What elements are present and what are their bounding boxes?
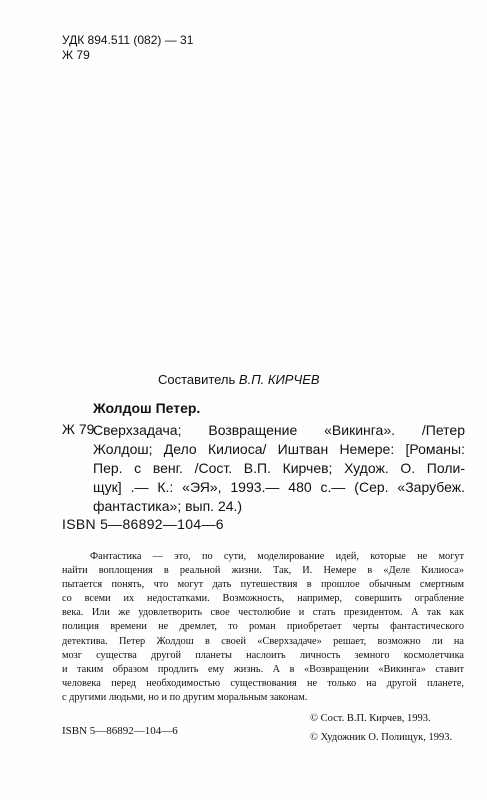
copyright-artist: © Художник О. Полищук, 1993. <box>310 732 453 743</box>
copyright-compiler: © Сост. В.П. Кирчев, 1993. <box>310 713 431 724</box>
author-heading: Жолдош Петер. <box>93 400 201 416</box>
compiler-label: Составитель <box>158 372 236 387</box>
udk-block <box>62 33 193 63</box>
annotation-line: и таким образом продлить ему жизнь. А в «Возвращении «Викинга» ставит <box>62 663 464 675</box>
annotation-line: найти воплощения в реальной жизни. Так, И. Немере в «Деле Килиоса» <box>62 565 464 577</box>
biblio-line: Сверхзадача; Возвращение «Викинга». /Петер <box>93 422 465 438</box>
biblio-line: Жолдош; Дело Килиоса/ Иштван Немере: [Романы: <box>93 441 465 457</box>
compiler-name: В.П. КИРЧЕВ <box>238 372 320 387</box>
annotation-line: со всеми их недостатками. Возможность, например, совершить ограбление <box>62 593 464 605</box>
isbn-main: ISBN 5—86892—104—6 <box>62 516 224 532</box>
annotation-line: века. Или же удовлетворить свое честолюбие и стать президентом. А так как <box>62 607 464 619</box>
udk-code: УДК 894.511 (082) — 31 <box>62 33 194 47</box>
annotation-line: Фантастика — это, по сути, моделирование идей, которые не могут <box>90 551 464 562</box>
annotation-line: с другими людьми, но и по другим моральным законам. <box>62 691 308 703</box>
isbn-footer: ISBN 5—86892—104—6 <box>62 725 178 737</box>
annotation-line: детектива. Петер Жолдош в своей «Сверхзадаче» решает, возможно ли на <box>62 635 464 647</box>
biblio-line: щук] .— К.: «ЭЯ», 1993.— 480 с.— (Сер. «Зарубеж. <box>93 479 465 495</box>
annotation-line: пытается понять, что могут дать путешествия в прошлое обычным смертным <box>62 579 464 591</box>
bbk-mark: Ж 79 <box>62 48 90 62</box>
biblio-line: Пер. с венг. /Сост. В.П. Кирчев; Худож. О. Поли- <box>93 460 465 476</box>
bibliographic-description <box>93 421 465 516</box>
compiler-line <box>158 372 320 387</box>
annotation-line: мозг существа другой планеты наслоить личность земного космолетчика <box>62 649 464 661</box>
catalog-mark: Ж 79 <box>62 421 95 437</box>
biblio-line: фантастика»; вып. 24.) <box>93 498 243 514</box>
annotation-line: человека перед необходимостью существования не только на другой планете, <box>62 677 464 689</box>
annotation <box>62 550 464 705</box>
annotation-line: полиция времени не дремлет, то роман приобретает черты фантастического <box>62 621 464 633</box>
